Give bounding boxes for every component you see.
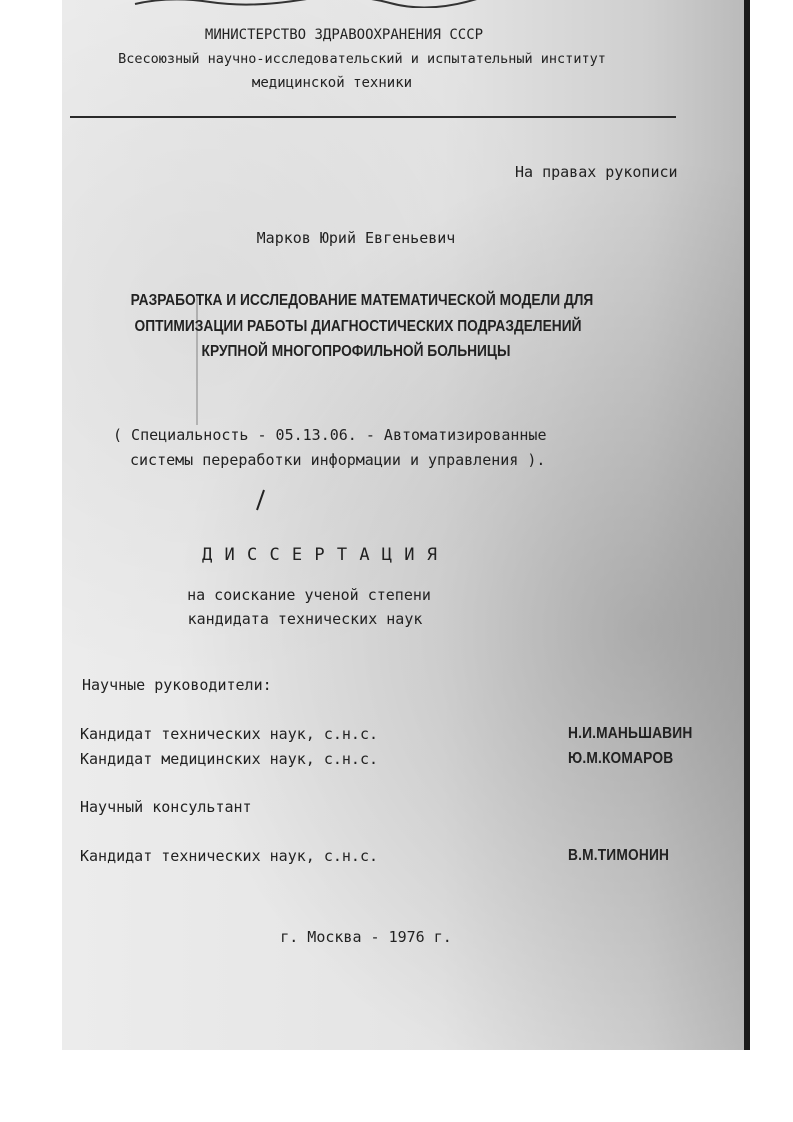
supervisors-heading: Научные руководители:	[82, 676, 272, 694]
consultant-heading: Научный консультант	[80, 798, 252, 816]
institute-name-line1: Всесоюзный научно-исследовательский и испытательный институт	[118, 51, 606, 67]
supervisor-2-role: Кандидат медицинских наук, с.н.с.	[80, 750, 379, 768]
place-and-date: г. Москва - 1976 г.	[280, 928, 452, 946]
degree-line2: кандидата технических наук	[187, 610, 423, 628]
pen-stroke	[250, 488, 272, 512]
header-divider	[70, 116, 676, 118]
scanned-sheet	[62, 0, 750, 1050]
margin-mark	[196, 295, 198, 425]
title-line3: КРУПНОЙ МНОГОПРОФИЛЬНОЙ БОЛЬНИЦЫ	[201, 343, 511, 360]
supervisor-1-role: Кандидат технических наук, с.н.с.	[80, 725, 379, 743]
title-line1: РАЗРАБОТКА И ИССЛЕДОВАНИЕ МАТЕМАТИЧЕСКОЙ МОДЕЛИ ДЛЯ	[130, 292, 594, 309]
specialty-line1: ( Специальность - 05.13.06. - Автоматизированные	[113, 426, 547, 444]
manuscript-note: На правах рукописи	[515, 163, 678, 181]
institute-name-line2: медицинской техники	[251, 75, 413, 91]
author-name: Марков Юрий Евгеньевич	[256, 229, 456, 247]
scan-edge-shadow	[744, 0, 750, 1050]
degree-line1: на соискание ученой степени	[187, 586, 431, 604]
consultant-name: В.М.ТИМОНИН	[568, 847, 670, 864]
specialty-line2: системы переработки информации и управления ).	[130, 451, 546, 469]
ministry-name: МИНИСТЕРСТВО ЗДРАВООХРАНЕНИЯ СССР	[204, 27, 484, 43]
handwritten-mark	[130, 0, 490, 8]
supervisor-2-name: Ю.М.КОМАРОВ	[568, 750, 674, 767]
title-line2: ОПТИМИЗАЦИИ РАБОТЫ ДИАГНОСТИЧЕСКИХ ПОДРАЗДЕЛЕНИЙ	[134, 318, 582, 335]
document-type: Д И С С Е Р Т А Ц И Я	[202, 545, 438, 565]
supervisor-1-name: Н.И.МАНЬШАВИН	[568, 725, 693, 742]
consultant-role: Кандидат технических наук, с.н.с.	[80, 847, 379, 865]
